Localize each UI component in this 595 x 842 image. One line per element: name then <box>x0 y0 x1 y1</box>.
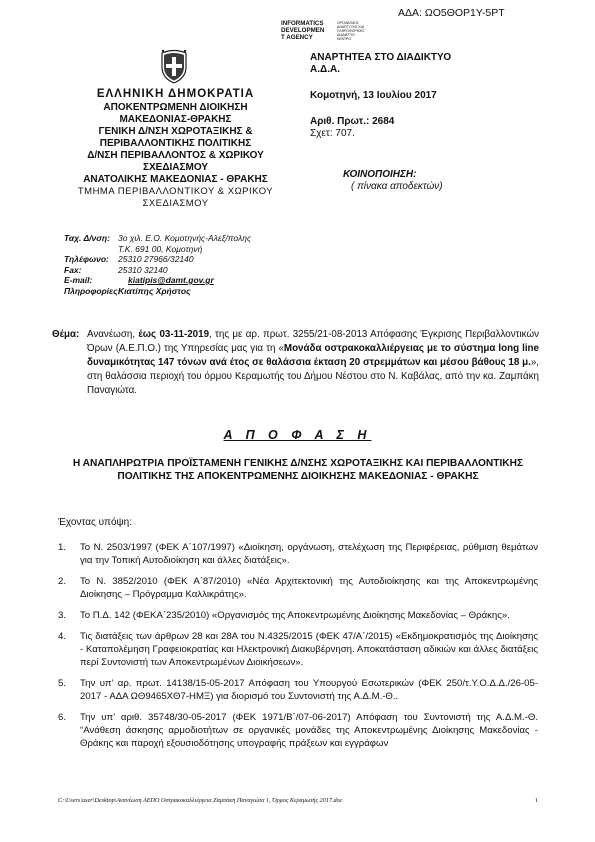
info-label: Πληροφορίες: <box>64 285 121 296</box>
list-item <box>58 541 538 567</box>
subject-part-1: Ανανέωση, <box>87 329 139 340</box>
item-text: Το Π.Δ. 142 (ΦΕΚΑ΄235/2010) «Οργανισμός της Αποκεντρωμένης Διοίκησης Μακεδονίας – Θράκης». <box>80 610 510 621</box>
issuer-line-9: ΣΧΕΔΙΑΣΜΟΥ <box>142 198 209 209</box>
place-date: Κομοτηνή, 13 Ιουλίου 2017 <box>310 90 437 101</box>
subject-deadline: έως 03-11-2019 <box>138 329 210 340</box>
item-text: Το Ν. 2503/1997 (ΦΕΚ Α΄107/1997) «Διοίκηση, οργάνωση, στελέχωση της Περιφέρειας, ρύθμιση θεμάτων για την Τοπική Αυτοδιοίκηση και άλλες διατάξεις». <box>80 542 538 566</box>
issuer-line-5: Δ/ΝΣΗ ΠΕΡΙΒΑΛΛΟΝΤΟΣ & ΧΩΡΙΚΟΥ <box>87 150 264 161</box>
logo-small-5: ΚΕΝΤΡΟ <box>337 37 351 41</box>
ada-code: ΑΔΑ: ΩΟ5ΘΟΡ1Υ-5ΡΤ <box>398 7 505 19</box>
related-ref: Σχετ: 707. <box>310 128 355 139</box>
subject-block <box>52 328 539 398</box>
address-line-1: 3ο χιλ. Ε.Ο. Κομοτηνής-Αλεξ/πολης <box>118 233 252 243</box>
greek-emblem-icon <box>159 47 189 85</box>
posting-notice: ΑΝΑΡΤΗΤΕΑ ΣΤΟ ΔΙΑΔΙΚΤΥΟ <box>310 52 452 63</box>
address-line-2: Τ.Κ. 691 00, Κομοτηνή <box>118 243 203 254</box>
file-path: C:\Users\user\Desktop\Ανανέωση ΑΕΠΟ Οστρακοκαλλιέργεια Ζαμπάκη Παναγιώτα 1, Όρμος Κεραμωτής 2017.doc <box>58 797 343 804</box>
issuer-line-8: ΤΜΗΜΑ ΠΕΡΙΒΑΛΛΟΝΤΙΚΟΥ & ΧΩΡΙΚΟΥ <box>77 186 274 197</box>
koinopoiisi-label: ΚΟΙΝΟΠΟΙΗΣΗ: <box>343 169 417 180</box>
page-number: 1 <box>534 797 538 804</box>
email-link[interactable]: kiatipis@damt.gov.gr <box>128 275 214 285</box>
list-item <box>58 677 538 703</box>
list-item <box>58 575 538 601</box>
address-label: Ταχ. Δ/νση: <box>64 233 110 243</box>
page-footer <box>58 797 538 804</box>
logo-line-2: DEVELOPMEN <box>281 27 325 34</box>
fax-label: Fax: <box>64 264 82 275</box>
having-regard-label: Έχοντας υπόψη: <box>58 517 132 528</box>
item-number: 6. <box>58 712 67 723</box>
subject-unit: Μονάδα οστρακοκαλλιέργειας με το σύστημα long line δυναμικότητας 147 τόνων ανά έτος σε θαλάσσια έκταση 20 στρεμμάτων και μέσου βάθους 18 μ. <box>87 343 539 368</box>
informatics-agency-logo <box>281 20 391 46</box>
issuer-line-3: ΓΕΝΙΚΗ Δ/ΝΣΗ ΧΩΡΟΤΑΞΙΚΗΣ & <box>98 126 253 137</box>
contact-details <box>64 233 251 296</box>
list-item <box>58 630 538 669</box>
considerations-list <box>58 541 538 758</box>
item-number: 4. <box>58 631 67 642</box>
subject-label: Θέμα: <box>52 329 80 340</box>
logo-line-3: T AGENCY <box>281 34 313 41</box>
logo-line-1: INFORMATICS <box>281 20 324 27</box>
document-meta <box>310 52 451 193</box>
item-number: 5. <box>58 678 67 689</box>
fax-value: 25310 32140 <box>118 264 168 275</box>
issuer-line-7: ΑΝΑΤΟΛΙΚΗΣ ΜΑΚΕΔΟΝΙΑΣ - ΘΡΑΚΗΣ <box>83 174 268 185</box>
item-number: 3. <box>58 610 67 621</box>
list-item <box>58 711 538 750</box>
logo-small-3: ΠΛΗΡΟΦΟΡΙΚΗΣ <box>337 29 365 33</box>
item-text: Το Ν. 3852/2010 (ΦΕΚ Α΄87/2010) «Νέα Αρχιτεκτονική της Αυτοδιοίκησης και της Αποκεντρωμένης Διοίκησης – Πρόγραμμα Καλλικράτης». <box>80 576 538 600</box>
subject-text <box>87 328 539 398</box>
item-text: Τις διατάξεις των άρθρων 28 και 28Α του Ν.4325/2015 (ΦΕΚ 47/Α΄/2015) «Εκδημοκρατισμός της Διοίκησης - Καταπολέμηση Γραφειοκρατίας και Ηλεκτρονική Διακυβέρνηση. Αποκατάσταση αδικιών και άλλες διατάξεις περί Συντονιστή των Αποκεντρωμένων Διοικήσεων». <box>80 631 538 668</box>
decision-title: Α Π Ο Φ Α Σ Η <box>223 428 372 442</box>
issuer-line-4: ΠΕΡΙΒΑΛΛΟΝΤΙΚΗΣ ΠΟΛΙΤΙΚΗΣ <box>99 138 252 149</box>
item-number: 2. <box>58 576 67 587</box>
subject-part-5: », στη θαλάσσια περιοχή του όρμου Κεραμωτής του Δήμου Νέστου στο Ν. Καβάλας, από την κα. Ζαμπάκη Παναγιώτα. <box>87 357 539 396</box>
phone-label: Τηλέφωνο: <box>64 254 109 264</box>
subject-part-3: , της με αρ. πρωτ. 3255/21-08-2013 Απόφασης Έγκρισης Περιβαλλοντικών Όρων (Α.Ε.Π.Ο.) της Υπηρεσίας μας για τη « <box>87 329 539 354</box>
item-text: Την υπ’ αριθ. 35748/30-05-2017 (ΦΕΚ 1971/Β΄/07-06-2017) Απόφαση του Συντονιστή της Α.Δ.Μ.-Θ. “Ανάθεση άσκησης αρμοδιοτήτων σε οργανικές μονάδες της Αποκεντρωμένης Διοίκησης Μακεδονίας - Θράκης και παροχή εξουσιοδότησης υπογραφής πράξεων και εγγράφων <box>80 712 538 749</box>
issuer-line-1: ΑΠΟΚΕΝΤΡΩΜΕΝΗ ΔΙΟΙΚΗΣΗ <box>103 102 248 113</box>
phone-value: 25310 27966/32140 <box>118 254 194 264</box>
logo-small-1: ΟΡΓΑΝΙΣΜΟΣ <box>337 21 359 25</box>
list-item <box>58 609 538 622</box>
logo-small-4: ΔΙΑΔΙΚΤΥΟ <box>337 33 355 37</box>
republic-title: ΕΛΛΗΝΙΚΗ ΔΗΜΟΚΡΑΤΙΑ <box>96 88 255 100</box>
info-value: Κιατίπης Χρήστος <box>118 285 191 296</box>
email-label: E-mail: <box>64 275 93 285</box>
item-number: 1. <box>58 542 67 553</box>
ada-label: Α.Δ.Α. <box>310 64 340 75</box>
protocol-number: Αριθ. Πρωτ.: 2684 <box>310 116 395 127</box>
recipients-note: ( πίνακα αποδεκτών) <box>351 181 443 192</box>
logo-small-2: ΑΝΑΠΤΥΞΗΣ ΚΑΙ <box>337 25 364 29</box>
issuer-line-2: ΜΑΚΕΔΟΝΙΑΣ-ΘΡΑΚΗΣ <box>119 114 232 125</box>
issuer-line-6: ΣΧΕΔΙΑΣΜΟΥ <box>142 162 209 173</box>
issuer-header <box>48 88 303 210</box>
item-text: Την υπ’ αρ. πρωτ. 14138/15-05-2017 Απόφαση του Υπουργού Εσωτερικών (ΦΕΚ 250/τ.Υ.Ο.Δ.Δ./26-05-2017 - ΑΔΑ ΩΘ9465ΧΘ7-ΗΜΞ) για διορισμό του Συντονιστή της Α.Δ.Μ.-Θ.. <box>80 678 538 702</box>
authority-heading: Η ΑΝΑΠΛΗΡΩΤΡΙΑ ΠΡΟΪΣΤΑΜΕΝΗ ΓΕΝΙΚΗΣ Δ/ΝΣΗΣ ΧΩΡΟΤΑΞΙΚΗΣ ΚΑΙ ΠΕΡΙΒΑΛΛΟΝΤΙΚΗΣ ΠΟΛΙΤΙΚΗΣ ΤΗΣ ΑΠΟΚΕΝΤΡΩΜΕΝΗΣ ΔΙΟΙΚΗΣΗΣ ΜΑΚΕΔΟΝΙΑΣ - ΘΡΑΚΗΣ <box>72 458 524 482</box>
